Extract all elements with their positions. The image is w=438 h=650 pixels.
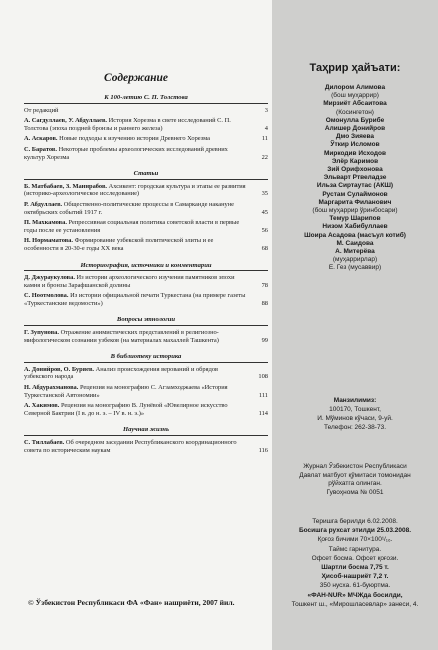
contents-entry	[24, 183, 268, 198]
entry-page-number: 56	[261, 226, 268, 234]
entry-text	[24, 292, 252, 307]
entry-author: С. Ноотмолова.	[24, 292, 69, 300]
contents-entry	[24, 219, 268, 234]
entry-title: Репрессивная социальная политика советской власти в первые годы после ее установления	[24, 219, 240, 234]
contents-entry	[24, 135, 268, 143]
editorial-board-title: Таҳрир ҳайъати:	[309, 62, 401, 74]
entry-page-number: 3	[264, 106, 268, 114]
print-info-line: 350 нусха. 61-буюртма.	[319, 582, 391, 590]
contents-list	[24, 94, 268, 463]
address-line: 100170, Тошкент,	[329, 406, 381, 413]
address-line: И. Мўминов кўчаси, 9-уй.	[317, 415, 393, 422]
entry-title: Некоторые проблемы археологических исследований древних культур Хорезма	[24, 145, 228, 161]
entry-page-number: 114	[258, 409, 268, 417]
editor-role: Е. Гез (мусаввир)	[328, 264, 382, 272]
entry-text	[24, 201, 252, 216]
editor-name: Маргарита Филанович	[318, 198, 392, 206]
section-rule	[24, 362, 268, 363]
section-rule	[24, 103, 268, 104]
entry-text	[24, 146, 252, 161]
editorial-column	[272, 0, 438, 650]
editor-name: Дилором Алимова	[324, 84, 386, 91]
editor-role: (муҳаррирлар)	[332, 256, 378, 264]
entry-page-number: 108	[258, 373, 268, 381]
entry-author: Б. Матбабаев, З. Маннрабов.	[24, 182, 107, 190]
entry-author: А. Хакимов.	[24, 402, 60, 410]
entry-page-number: 68	[261, 244, 268, 252]
registration-line: Гувоҳнома № 0051	[326, 488, 384, 496]
entry-text	[24, 402, 252, 417]
contents-entry	[24, 292, 268, 307]
contents-entry	[24, 384, 268, 399]
print-info-line: Офсет босма. Офсет қоғози.	[311, 554, 399, 562]
print-info-line: Теришга берилди 6.02.2008.	[312, 518, 398, 525]
editor-name: М. Саидова	[336, 239, 374, 247]
contents-entry	[24, 237, 268, 252]
contents-entry	[24, 439, 268, 454]
copyright-footer: © Ўзбекистон Республикаси ФА «Фан» нашриёти, 2007 йил.	[28, 598, 235, 607]
entry-title: Из истории археологического изучения памятников эпохи камня и бронзы Зарафшанской долины	[24, 274, 235, 289]
entry-author: П. Махкамова.	[24, 219, 67, 227]
contents-entry	[24, 274, 268, 289]
print-info-line: Босишга рухсат этилди 25.03.2008.	[298, 527, 412, 535]
entry-title: Отражение анимистических представлений в религиозно-мифологическом сознании узбеков (на материалах махаллей Ташкента)	[24, 329, 219, 344]
entry-author: А. Аскаров.	[24, 135, 58, 143]
contents-entry	[24, 107, 268, 115]
entry-text	[24, 107, 252, 115]
entry-author: С. Тиллабаев.	[24, 439, 65, 446]
print-info-block	[272, 517, 438, 609]
print-info-line: «ФАН-NUR» МЧЖда босилди,	[307, 591, 403, 599]
section-title: Научная жизнь	[123, 426, 169, 434]
entry-page-number: 4	[264, 124, 268, 132]
entry-text	[24, 384, 252, 399]
contents-title: Содержание	[103, 72, 169, 84]
entry-page-number: 78	[261, 281, 268, 289]
entry-page-number: 45	[261, 208, 268, 216]
editor-name: Эльварт Ртвеладзе	[323, 174, 387, 182]
editor-name: Алишер Донийров	[324, 125, 386, 133]
entry-text	[24, 329, 252, 344]
entry-title: Об очередном заседании Республиканского координационного совета по историческим наукам	[24, 439, 237, 454]
entry-page-number: 99	[261, 336, 268, 344]
print-info-line: Қоғоз бичими 70×100¹/₁₆.	[317, 536, 393, 544]
entry-title: Рецензия на монографию В. Лунёвой «Ювелирное искусство Северной Бактрии (I в. до н. э. – IV в. н. э.)»	[24, 402, 228, 417]
editor-name: Рустам Сулаймонов	[322, 190, 388, 198]
contents-entry	[24, 117, 268, 132]
address-block	[272, 396, 438, 432]
entry-title: Рецензия на монографию С. Агзамходжаева «История Туркестанской Автономии»	[24, 384, 228, 399]
section-title: Историография, источники и комментарии	[80, 261, 212, 269]
entry-text	[24, 439, 252, 454]
section-rule	[24, 179, 268, 180]
address-line: Телефон: 262-38-73.	[323, 424, 387, 431]
entry-title: Новые подходы к изучению истории Древнего Хорезма	[59, 135, 210, 143]
registration-line: Журнал Ўзбекистон Республикаси	[303, 463, 407, 470]
editor-name: Омонулла Бурибе	[325, 116, 385, 124]
entry-author: Г. Зупунова.	[24, 329, 59, 337]
entry-text	[24, 117, 252, 132]
registration-line: рўйхатга олинган.	[328, 480, 382, 488]
section-title: Вопросы этнологии	[116, 316, 176, 324]
section-rule	[24, 325, 268, 326]
entry-page-number: 88	[261, 299, 268, 307]
print-info-line: Шартли босма 7,75 т.	[321, 564, 389, 572]
section-rule	[24, 270, 268, 271]
section-rule	[24, 435, 268, 436]
entry-page-number: 22	[261, 153, 268, 161]
entry-author: Н. Нормаматова.	[24, 237, 73, 245]
editor-role: (Косингетон)	[336, 108, 374, 116]
contents-entry	[24, 366, 268, 381]
editor-name: Темур Шарипов	[329, 215, 381, 223]
editor-name: Зий Орифхонова	[327, 166, 383, 174]
entry-text	[24, 366, 252, 381]
section-title: К 100-летию С. П. Толстова	[104, 94, 188, 101]
registration-line: Давлат матбуот қўмитаси томонидан	[299, 471, 411, 479]
entry-title: История Хорезма в свете исследований С. П. Толстова (эпоха поздней бронзы и раннего железа)	[24, 117, 231, 132]
entry-title: Формирование узбекской политической элиты и ее особенности в 20-30-е годы XX века	[24, 237, 214, 252]
entry-page-number: 111	[258, 391, 268, 399]
entry-text	[24, 219, 252, 234]
entry-text	[24, 237, 252, 252]
entry-page-number: 35	[261, 190, 268, 198]
registration-block	[272, 463, 438, 497]
contents-entry	[24, 402, 268, 417]
entry-page-number: 11	[261, 135, 268, 143]
entry-title: Ахсикент: городская культура и этапы ее развития (историко-археологическое исследование)	[24, 182, 246, 198]
editor-name: Мирзиёт Абсаитова	[323, 100, 387, 108]
entry-text	[24, 183, 252, 198]
entry-author: Д. Джураукулова.	[24, 274, 75, 282]
entry-author: Н. Абдурахманова.	[24, 384, 79, 392]
editor-role: (бош муҳаррир ўринбосари)	[312, 207, 398, 215]
entry-author: А. Сагдуллаев, У. Абдуллаев.	[24, 117, 108, 125]
section-title: Статьи	[133, 170, 159, 178]
editor-name: А. Митерёва	[335, 248, 375, 256]
entry-text	[24, 135, 252, 143]
print-info-line: Таймс гарнитура.	[328, 545, 382, 553]
entry-title: Анализ происхождения верований и обрядов узбекского народа	[24, 365, 219, 381]
print-info-line: Тошкент ш., «Мирошласевлар» занеси, 4.	[291, 600, 419, 608]
print-info-line: Ҳисоб-нашриёт 7,2 т.	[321, 573, 389, 581]
contents-entry	[24, 201, 268, 216]
editor-name: Миркодив Исходов	[324, 149, 386, 157]
entry-title: Из истории официальной печати Туркестана (на примере газеты «Туркестанские ведомости»)	[24, 292, 246, 307]
contents-entry	[24, 146, 268, 161]
editor-name: Низом Хабибуллаев	[322, 223, 388, 231]
editor-name: Дмо Зияева	[335, 133, 375, 141]
entry-author: Р. Абдуллаев.	[24, 200, 63, 208]
section-title: В библиотеку историка	[110, 353, 182, 361]
editor-name: Ильза Сиртаутас (АКШ)	[316, 182, 394, 190]
entry-author: А. Донийров, О. Буряев.	[24, 365, 95, 373]
contents-entry	[24, 329, 268, 344]
editor-name: Шоира Асадова (масъул котиб)	[304, 231, 406, 239]
editor-name: Ўткир Исломов	[330, 141, 380, 149]
editor-role: (бош муҳаррир)	[331, 92, 379, 100]
address-heading: Манзилимиз:	[333, 397, 377, 404]
editorial-board-list	[272, 84, 438, 273]
entry-text	[24, 274, 252, 289]
editor-name: Элёр Каримов	[331, 157, 379, 165]
entry-page-number: 116	[258, 446, 268, 454]
entry-title: От редакций	[24, 106, 59, 114]
entry-title: Общественно-политические процессы в Самарканде накануне октябрьских событий 1917 г.	[24, 200, 234, 216]
entry-author: С. Баратов.	[24, 145, 57, 153]
